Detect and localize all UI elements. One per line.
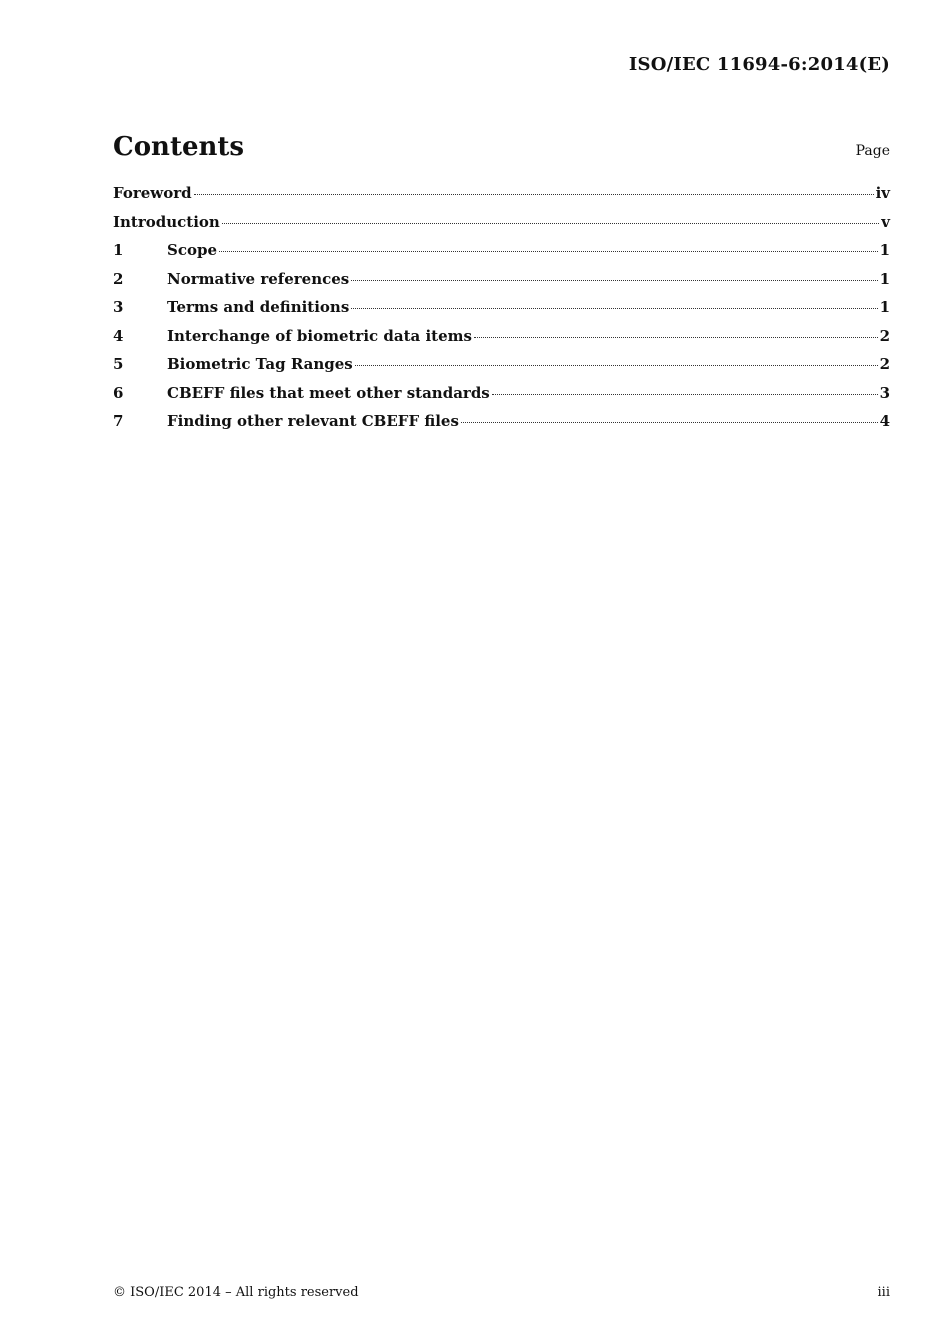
toc-entry-title: Normative references <box>167 269 350 288</box>
toc-dot-leader <box>194 194 874 195</box>
toc-entry-title: Terms and definitions <box>167 298 350 316</box>
toc-entry-interchange[interactable] <box>113 327 890 356</box>
toc-entry-number: 2 <box>113 269 124 288</box>
toc-dot-leader <box>219 251 878 252</box>
toc-entry-finding-cbeff-files[interactable] <box>113 412 890 441</box>
toc-entry-number: 3 <box>113 298 124 316</box>
toc-entry-terms-and-definitions[interactable] <box>113 298 890 327</box>
toc-entry-scope[interactable] <box>113 241 890 270</box>
toc-entry-number: 6 <box>113 383 124 402</box>
document-id-header: ISO/IEC 11694-6:2014(E) <box>628 54 890 75</box>
footer-page-number: iii <box>877 1285 890 1300</box>
toc-entry-foreword[interactable] <box>113 184 890 213</box>
toc-entry-page: 2 <box>879 355 890 373</box>
toc-entry-title: Scope <box>167 241 218 259</box>
toc-dot-leader <box>351 308 877 309</box>
toc-entry-title: Interchange of biometric data items <box>167 326 472 345</box>
toc-entry-page: 3 <box>879 383 890 402</box>
toc-dot-leader <box>461 422 878 423</box>
toc-dot-leader <box>492 394 878 395</box>
toc-entry-page: 4 <box>879 412 890 430</box>
toc-entry-page: 1 <box>879 241 890 259</box>
toc-entry-title: Foreword <box>113 184 192 202</box>
toc-dot-leader <box>355 365 878 366</box>
toc-entry-page: iv <box>875 184 890 202</box>
toc-entry-number: 7 <box>113 412 124 430</box>
toc-dot-leader <box>222 223 879 224</box>
toc-entry-biometric-tag-ranges[interactable] <box>113 355 890 384</box>
toc-entry-normative-references[interactable] <box>113 270 890 299</box>
toc-entry-number: 4 <box>113 326 124 345</box>
toc-entry-cbeff-other-standards[interactable] <box>113 384 890 413</box>
toc-entry-page: 1 <box>879 269 890 288</box>
toc-dot-leader <box>474 337 878 338</box>
page-column-label: Page <box>855 143 890 159</box>
toc-entry-page: 2 <box>879 326 890 345</box>
table-of-contents <box>113 184 890 441</box>
toc-entry-introduction[interactable] <box>113 213 890 242</box>
toc-entry-page: v <box>881 212 890 231</box>
toc-entry-title: Finding other relevant CBEFF files <box>167 412 459 430</box>
toc-entry-number: 1 <box>113 241 124 259</box>
toc-entry-title: CBEFF files that meet other standards <box>167 383 490 402</box>
toc-entry-page: 1 <box>879 298 890 316</box>
toc-entry-title: Introduction <box>113 212 220 231</box>
toc-dot-leader <box>351 280 877 281</box>
toc-entry-number: 5 <box>113 355 124 373</box>
footer-copyright: © ISO/IEC 2014 – All rights reserved <box>113 1285 359 1300</box>
contents-heading: Contents <box>113 132 245 162</box>
toc-entry-title: Biometric Tag Ranges <box>167 355 353 373</box>
